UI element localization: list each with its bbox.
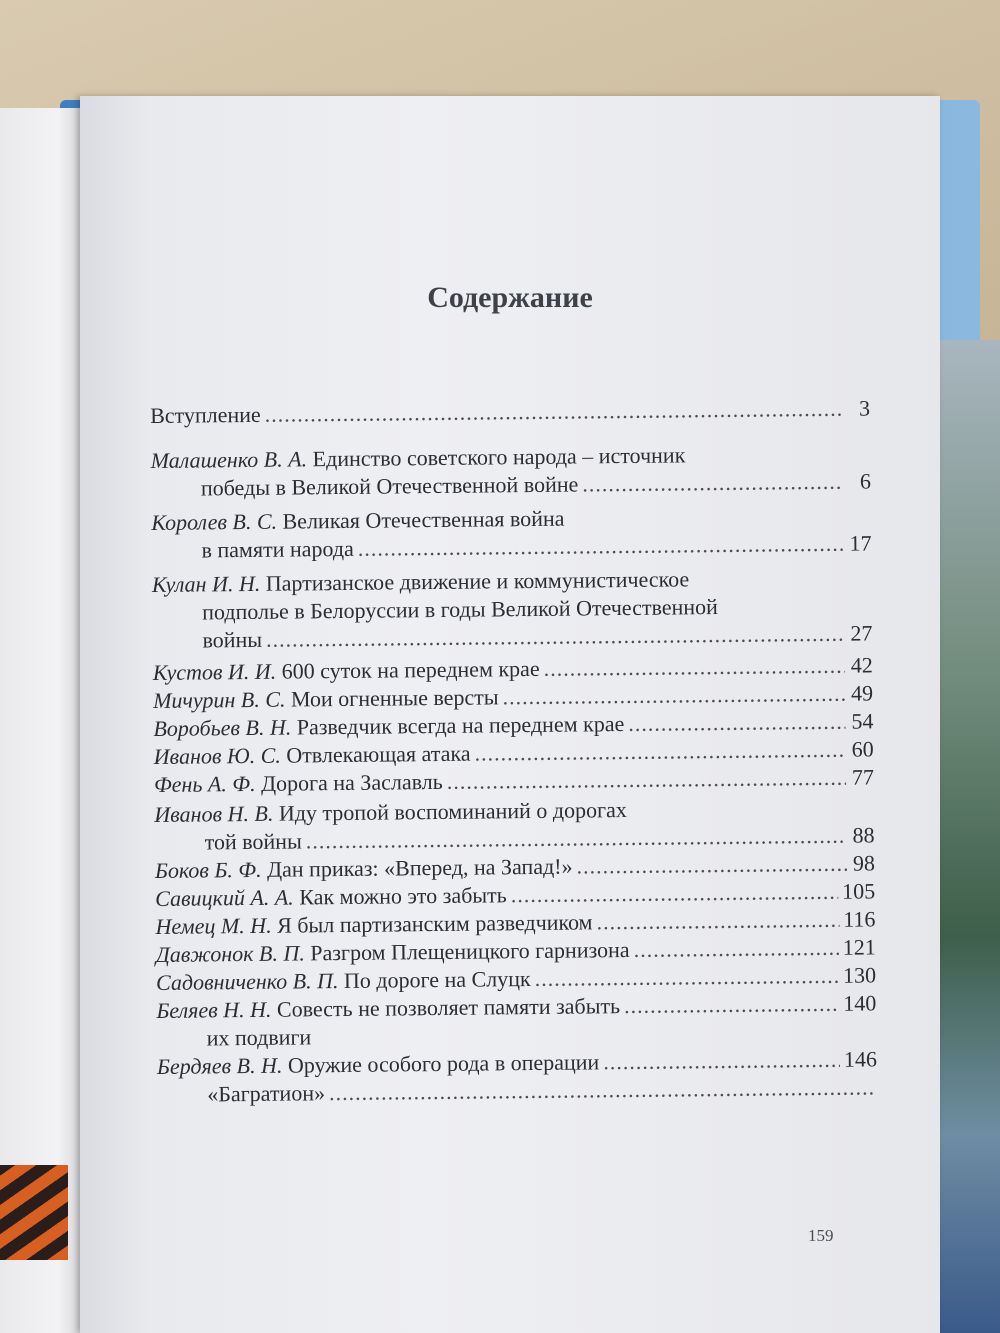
toc-leader-dots — [628, 708, 845, 738]
toc-entry — [150, 439, 871, 503]
toc-author: Немец М. Н. — [155, 912, 272, 939]
toc-title: Разведчик всегда на переднем крае — [296, 711, 625, 740]
toc-page-number: 27 — [850, 620, 873, 646]
toc-title: 600 суток на переднем крае — [281, 655, 540, 684]
toc-page-number: 3 — [858, 395, 871, 421]
toc-leader-dots — [266, 620, 845, 654]
toc-leader-dots — [511, 878, 839, 909]
toc-author: Малашенко В. А. — [150, 446, 308, 473]
toc-author: Давжонок В. П. — [155, 940, 305, 967]
toc-leader-dots — [535, 962, 840, 993]
toc-title: Как можно это забыть — [299, 882, 507, 910]
toc-author: Садовниченко В. П. — [155, 968, 339, 995]
toc-entry — [151, 501, 872, 565]
toc-leader-dots — [576, 850, 847, 881]
toc-page-number: 130 — [842, 962, 877, 988]
toc-title: Совесть не позволяет памяти забыть — [276, 993, 621, 1022]
toc-title-continued: победы в Великой Отечественной войне — [200, 471, 579, 501]
toc-page-number: 146 — [843, 1046, 878, 1072]
toc-page-number: 49 — [850, 680, 874, 706]
toc-author: Иванов Ю. С. — [153, 742, 281, 769]
toc-leader-dots — [582, 468, 843, 499]
toc-leader-dots — [633, 934, 838, 964]
toc-title-continued: «Багратион» — [207, 1080, 326, 1107]
toc-entry — [156, 989, 877, 1053]
toc-title: Я был партизанским разведчиком — [276, 909, 593, 938]
toc-author: Королев В. С. — [151, 508, 278, 535]
toc-leader-dots — [358, 530, 844, 563]
toc-leader-dots — [474, 736, 845, 768]
toc-title: Мои огненные версты — [290, 684, 499, 712]
toc-title: По дороге на Слуцк — [343, 966, 531, 994]
toc-leader-dots — [603, 1046, 840, 1076]
toc-leader-dots — [543, 652, 844, 683]
toc-leader-dots — [265, 395, 843, 429]
toc-author: Иванов Н. В. — [154, 800, 274, 827]
toc-author: Бердяев В. Н. — [156, 1052, 283, 1079]
toc-author: Воробьев В. Н. — [153, 714, 292, 741]
toc-page-number: 54 — [851, 708, 874, 734]
left-page — [0, 108, 82, 1333]
toc-leader-dots — [447, 764, 847, 796]
toc-page-number: 42 — [850, 652, 873, 678]
st-george-ribbon — [0, 1165, 68, 1260]
toc-entry — [152, 563, 873, 655]
toc-entry — [154, 793, 875, 857]
toc-title: Великая Отечественная война — [282, 505, 565, 534]
toc-intro-label: Вступление — [150, 401, 261, 428]
toc-page-number: 116 — [843, 906, 876, 932]
toc-title-continued: той войны — [204, 828, 302, 855]
toc-title-continued: войны — [202, 626, 263, 653]
page-title: Содержание — [427, 281, 593, 314]
toc-author: Кулан И. Н. — [151, 570, 261, 597]
toc-author: Савицкий А. А. — [155, 884, 294, 911]
toc-author: Мичурин В. С. — [152, 686, 286, 713]
toc-title: Отвлекающая атака — [286, 740, 471, 768]
toc-author: Фень А. Ф. — [153, 770, 256, 797]
toc-leader-dots — [329, 1073, 873, 1107]
toc-page-number: 6 — [859, 468, 871, 494]
toc-leader-dots — [624, 990, 840, 1020]
toc-author: Кустов И. И. — [152, 658, 277, 685]
table-of-contents — [150, 394, 877, 1109]
toc-author: Беляев Н. Н. — [156, 996, 272, 1023]
toc-entry — [157, 1045, 878, 1109]
toc-title: Разгром Плещеницкого гарнизона — [310, 937, 630, 966]
toc-title: Дан приказ: «Вперед, на Запад!» — [266, 853, 573, 882]
toc-entry-intro — [150, 394, 870, 430]
toc-page-number: 121 — [842, 934, 876, 960]
toc-title: Дорога на Заславль — [260, 768, 443, 796]
toc-page-number: 140 — [843, 990, 877, 1016]
toc-page-number: 77 — [851, 764, 875, 790]
book-page — [80, 96, 940, 1333]
toc-title-continued: их подвиги — [206, 1024, 312, 1051]
toc-page-number: 105 — [842, 878, 876, 904]
toc-leader-dots — [502, 680, 845, 712]
toc-title-continued: в памяти народа — [201, 535, 354, 563]
toc-page-number: 17 — [849, 530, 872, 556]
toc-author: Боков Б. Ф. — [154, 856, 262, 883]
toc-title: Иду тропой воспоминаний о дорогах — [278, 797, 627, 826]
toc-page-number: 60 — [851, 736, 874, 762]
toc-title: Единство советского народа – источник — [312, 442, 686, 472]
toc-page-number: 88 — [852, 822, 875, 848]
toc-title-continued: подполье в Белоруссии в годы Великой Отечественной — [202, 594, 719, 625]
toc-page-number: 98 — [852, 850, 875, 876]
toc-leader-dots — [596, 906, 839, 937]
toc-title: Оружие особого рода в операции — [287, 1049, 600, 1078]
toc-title: Партизанское движение и коммунистическое — [265, 566, 690, 596]
page-number: 159 — [808, 1226, 834, 1245]
